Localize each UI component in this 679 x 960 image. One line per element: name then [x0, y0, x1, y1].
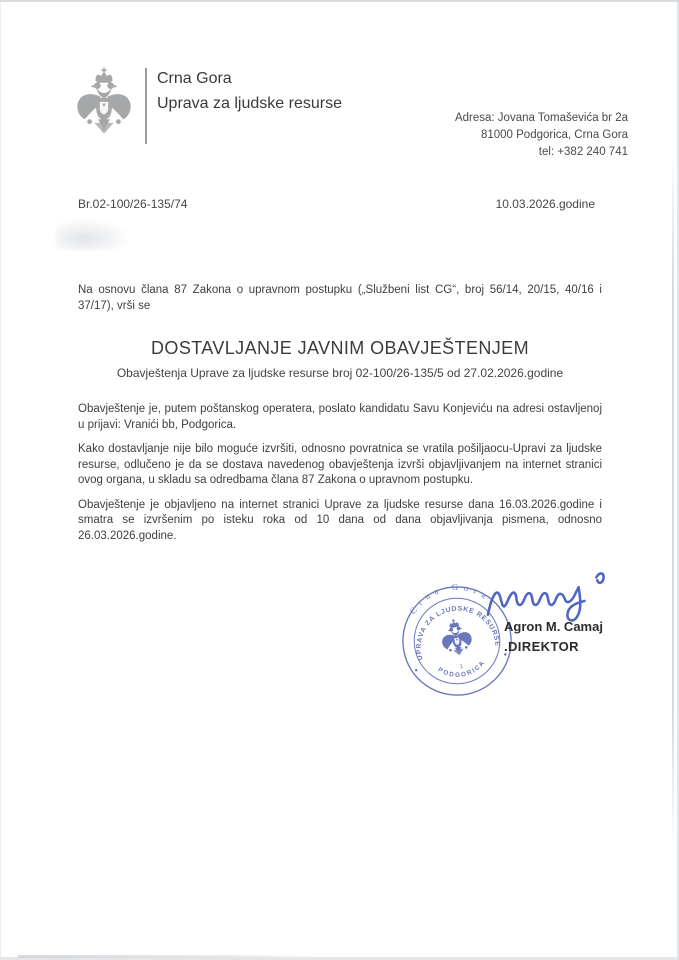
header-divider — [145, 68, 147, 144]
scan-artifact-right — [672, 150, 674, 850]
address-line-1: Adresa: Jovana Tomaševića br 2a — [454, 112, 628, 124]
body-paragraphs — [78, 402, 602, 553]
paragraph-publication-decision: Kako dostavljanje nije bilo moguće izvršiti, odnosno povratnica se vratila pošiljaocu-Upravi za ljudske resurse, odlučeno je da se dostava navedenog obavještenja izvrši objavljivanjem na internet stranici ovog organa, u skladu sa odredbama člana 87 Zakona o upravnom postupku. — [78, 443, 602, 486]
scan-artifact-bottom — [18, 955, 318, 958]
document-title: DOSTAVLJANJE JAVNIM OBAVJEŠTENJEM — [151, 338, 529, 358]
stamp-country-text: Crna Gora — [407, 581, 493, 616]
signer-name: Agron M. Camaj — [504, 619, 603, 634]
coat-of-arms-icon — [74, 64, 134, 144]
address-line-3: tel: +382 240 741 — [538, 146, 628, 158]
svg-text:PODGORICA — [436, 658, 489, 683]
paragraph-delivery-attempt: Obavještenje je, putem poštanskog operatera, poslato kandidatu Savu Konjeviću na adresi ostavljenoj u prijavi: Vranići bb, Podgorica. — [78, 403, 602, 431]
letterhead-country: Crna Gora — [157, 70, 232, 87]
scan-smudge — [56, 220, 128, 250]
stamp-dot-left — [415, 669, 418, 672]
legal-basis-paragraph: Na osnovu člana 87 Zakona o upravnom postupku („Službeni list CG“, broj 56/14, 20/15, 40/16 i 37/17), vrši se — [78, 284, 602, 312]
stamp-organization-text: UPRAVA ZA LJUDSKE RESURSE — [415, 605, 501, 661]
stamp-number: 1 — [459, 663, 464, 671]
letterhead-address — [455, 110, 628, 161]
stamp-emblem-icon — [439, 617, 475, 658]
document-date: 10.03.2026.godine — [495, 197, 595, 211]
reference-number: Br.02-100/26-135/74 — [78, 197, 188, 211]
document-subtitle: Obavještenja Uprave za ljudske resurse broj 02-100/26-135/5 od 27.02.2026.godine — [116, 366, 564, 380]
letterhead-org-block — [157, 66, 342, 116]
reference-row — [78, 197, 595, 211]
letterhead-organization: Uprava za ljudske resurse — [157, 95, 342, 112]
signer-role: .DIREKTOR — [504, 639, 579, 654]
stamp-city-text: PODGORICA — [436, 659, 487, 679]
paragraph-publication-date: Obavještenje je objavljeno na internet stranici Uprave za ljudske resurse dana 16.03.2026.godine i smatra se izvršenim po isteku roka od 10 dana od dana objavljivanja pismena, odnosno 26.03.2026.godine. — [78, 498, 602, 542]
address-line-2: 81000 Podgorica, Crna Gora — [480, 129, 628, 141]
